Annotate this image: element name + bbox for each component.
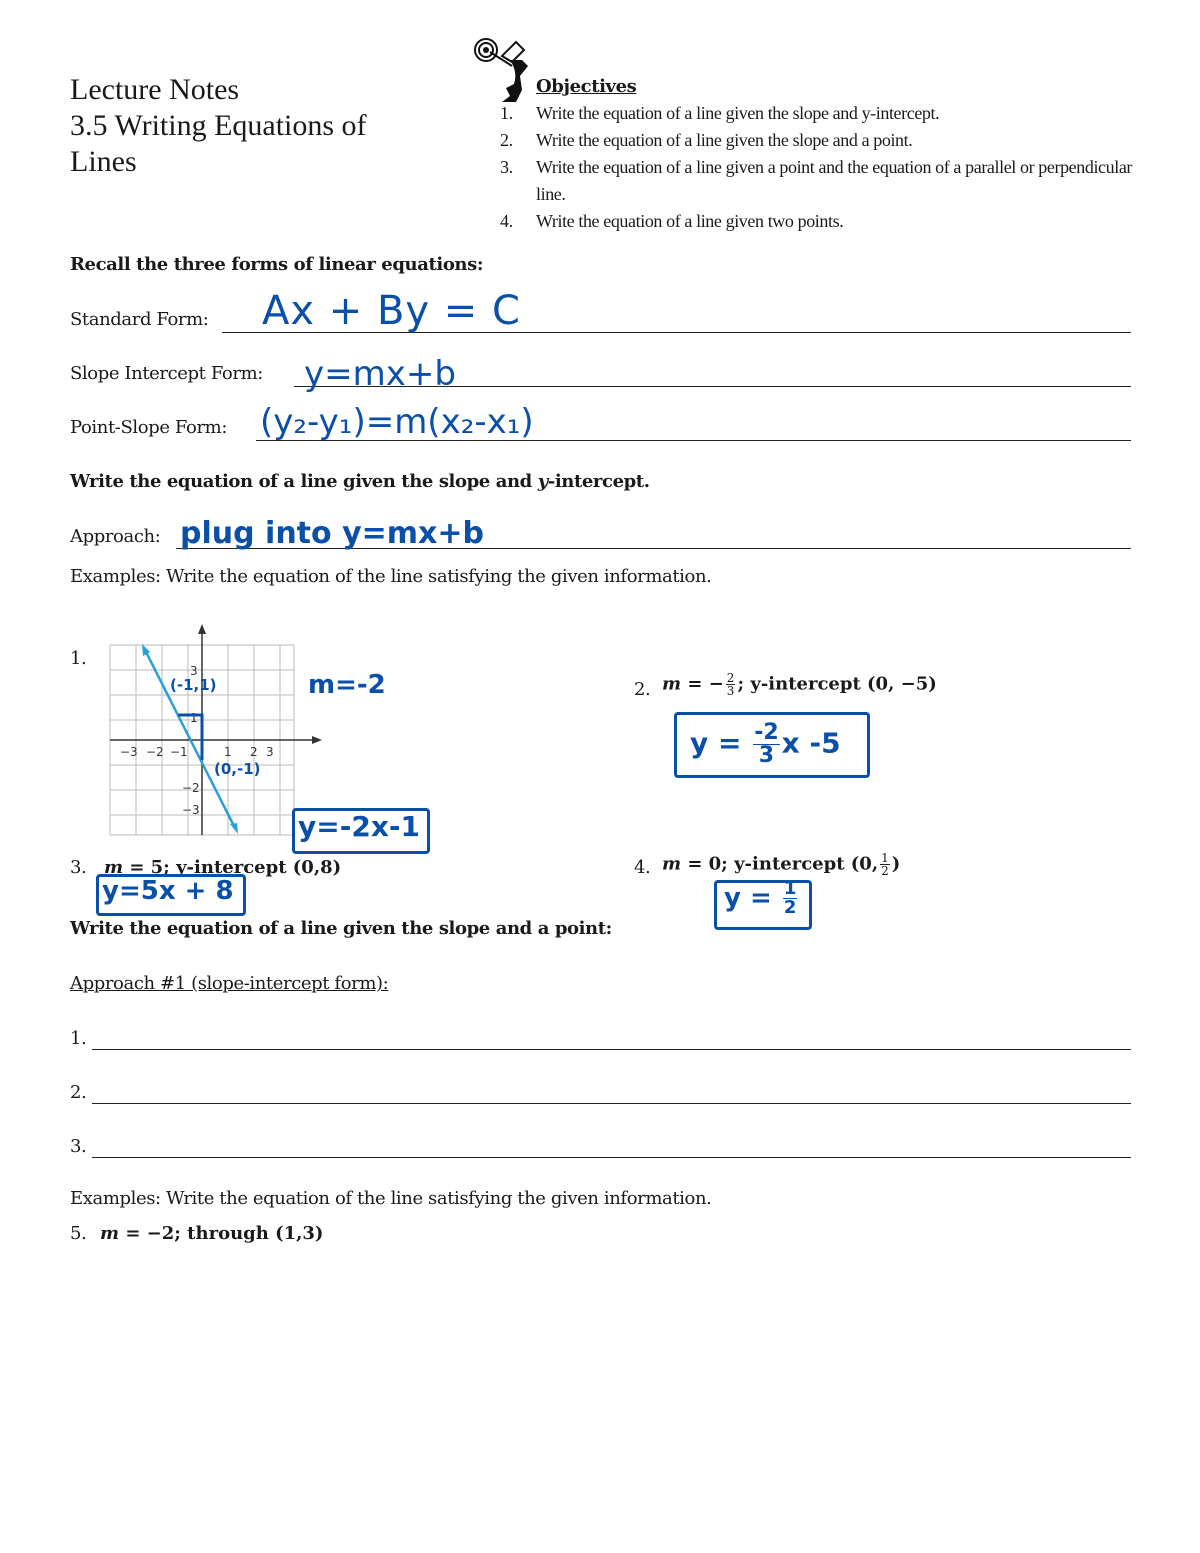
step-2-number: 2. (70, 1082, 87, 1103)
point-slope-answer: (y₂-y₁)=m(x₂-x₁) (260, 402, 534, 442)
example-5-prompt: m = −2; through (1,3) (100, 1223, 324, 1244)
x-tick-label: 1 (224, 745, 232, 759)
objectives-heading: Objectives (536, 76, 637, 97)
example-1-point-bottom: (0,-1) (214, 760, 261, 778)
x-tick-label: −1 (170, 745, 188, 759)
y-tick-label: 1 (190, 711, 198, 725)
slope-intercept-label: Slope Intercept Form: (70, 363, 263, 384)
example-5-number: 5. (70, 1223, 87, 1244)
y-tick-label: 3 (190, 664, 198, 678)
slope-intercept-answer: y=mx+b (304, 354, 456, 394)
examples-instructions: Examples: Write the equation of the line satisfying the given information. (70, 566, 712, 587)
title-line-2: 3.5 Writing Equations of (70, 109, 367, 142)
section2-heading: Write the equation of a line given the slope and a point: (70, 918, 612, 939)
target-archer-icon (472, 36, 536, 106)
objective-item: 2. Write the equation of a line given the slope and a point. (500, 130, 913, 150)
example-2-prompt: m = − $\frac{2}{3}$ ; y-intercept (0, −5) (662, 671, 937, 698)
example-1-point-top: (-1,1) (170, 676, 217, 694)
example-1-graph (100, 620, 330, 840)
example-4-number: 4. (634, 857, 651, 878)
recall-heading: Recall the three forms of linear equations: (70, 254, 484, 275)
example-3-number: 3. (70, 857, 87, 878)
objective-item: 3. Write the equation of a line given a point and the equation of a parallel or perpendicular line. (500, 157, 1133, 204)
approach-label: Approach: (70, 526, 161, 547)
example-2-number: 2. (634, 679, 651, 700)
example-4-prompt: m = 0; y-intercept (0, $\frac{1}{2}$ ) (662, 851, 901, 878)
objective-item: 4. Write the equation of a line given two points. (500, 211, 844, 231)
example-1-answer: y=-2x-1 (298, 810, 420, 843)
approach-1-label: Approach #1 (slope-intercept form): (70, 973, 389, 994)
x-tick-label: −2 (146, 745, 164, 759)
title-line-1: Lecture Notes (70, 73, 240, 106)
x-tick-label: 2 (250, 745, 258, 759)
example-1-slope-note: m=-2 (308, 670, 386, 700)
standard-form-answer: Ax + By = C (262, 288, 521, 334)
approach-answer: plug into y=mx+b (180, 516, 484, 551)
point-slope-label: Point-Slope Form: (70, 417, 227, 438)
step-3-number: 3. (70, 1136, 87, 1157)
step-1-line (92, 1049, 1131, 1050)
x-tick-label: −3 (120, 745, 138, 759)
step-3-line (92, 1157, 1131, 1158)
standard-form-label: Standard Form: (70, 309, 209, 330)
step-1-number: 1. (70, 1028, 87, 1049)
example-1-number: 1. (70, 648, 87, 669)
y-tick-label: −2 (182, 781, 200, 795)
objectives-list (500, 100, 1150, 235)
objective-item: 1. Write the equation of a line given the slope and y-intercept. (500, 103, 940, 123)
example-3-prompt: m = 5; y-intercept (0,8) (104, 857, 342, 878)
example-3-answer: y=5x + 8 (102, 876, 234, 906)
section1-heading: Write the equation of a line given the slope and y-intercept. (70, 471, 650, 492)
y-tick-label: −3 (182, 803, 200, 817)
x-tick-label: 3 (266, 745, 274, 759)
example-4-answer: y = $\frac{1}{2}$ (724, 878, 797, 918)
title-line-3: Lines (70, 145, 137, 178)
examples-instructions-2: Examples: Write the equation of the line satisfying the given information. (70, 1188, 712, 1209)
step-2-line (92, 1103, 1131, 1104)
example-2-answer: y = $\frac{-2}{3}$ x -5 (690, 720, 841, 768)
